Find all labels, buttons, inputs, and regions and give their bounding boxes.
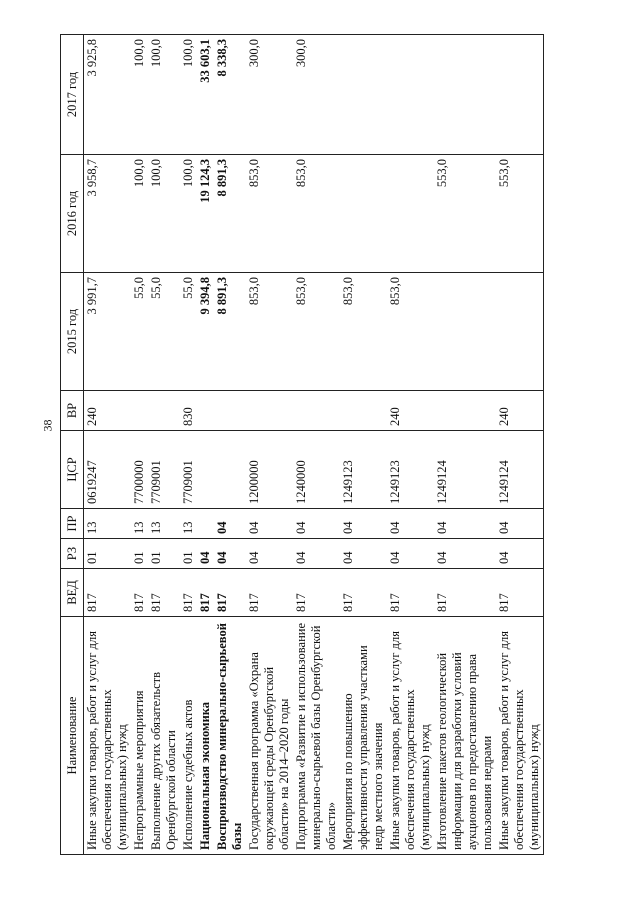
- cell-2015: [496, 273, 544, 391]
- cell-csr: 1249124: [496, 431, 544, 509]
- table-row: [214, 35, 246, 855]
- cell-2015: 8 891,3: [214, 273, 246, 391]
- cell-rz: 01: [180, 539, 197, 569]
- table-row: [197, 35, 214, 855]
- cell-name: Выполнение других обязательств Оренбургской области: [148, 617, 180, 855]
- cell-rz: 04: [246, 539, 293, 569]
- cell-pr: 13: [131, 509, 148, 539]
- header-csr: ЦСР: [61, 431, 84, 509]
- cell-name: Национальная экономика: [197, 617, 214, 855]
- cell-vr: [197, 391, 214, 431]
- cell-ved: 817: [496, 569, 544, 617]
- cell-2016: 553,0: [496, 155, 544, 273]
- cell-rz: 04: [496, 539, 544, 569]
- cell-ved: 817: [148, 569, 180, 617]
- cell-ved: 817: [131, 569, 148, 617]
- header-2016: 2016 год: [61, 155, 84, 273]
- cell-pr: 13: [148, 509, 180, 539]
- table-row: [340, 35, 387, 855]
- cell-ved: 817: [246, 569, 293, 617]
- table-row: [84, 35, 132, 855]
- cell-2016: [340, 155, 387, 273]
- cell-rz: 01: [84, 539, 132, 569]
- budget-table: [60, 34, 544, 855]
- cell-2016: 553,0: [434, 155, 496, 273]
- cell-name: Государственная программа «Охрана окружающей среды Оренбургской области» на 2014–2020 годы: [246, 617, 293, 855]
- cell-pr: 13: [180, 509, 197, 539]
- cell-csr: 0619247: [84, 431, 132, 509]
- header-2015: 2015 год: [61, 273, 84, 391]
- cell-vr: [340, 391, 387, 431]
- table-row: [496, 35, 544, 855]
- cell-rz: 01: [148, 539, 180, 569]
- cell-2017: 8 338,3: [214, 35, 246, 155]
- cell-pr: 04: [434, 509, 496, 539]
- cell-2015: 55,0: [131, 273, 148, 391]
- cell-name: Иные закупки товаров, работ и услуг для обеспечения государственных (муниципальных) нужд: [387, 617, 434, 855]
- cell-2016: [387, 155, 434, 273]
- cell-2015: 853,0: [246, 273, 293, 391]
- table-row: [293, 35, 340, 855]
- cell-2016: 8 891,3: [214, 155, 246, 273]
- cell-vr: [246, 391, 293, 431]
- cell-2017: [387, 35, 434, 155]
- header-ved: ВЕД: [61, 569, 84, 617]
- cell-2015: 853,0: [387, 273, 434, 391]
- cell-ved: 817: [197, 569, 214, 617]
- cell-2016: 100,0: [180, 155, 197, 273]
- cell-vr: [148, 391, 180, 431]
- cell-pr: 13: [84, 509, 132, 539]
- table-row: [131, 35, 148, 855]
- table-header-row: [61, 35, 84, 855]
- page-number: 38: [40, 419, 55, 432]
- cell-vr: [131, 391, 148, 431]
- cell-rz: 04: [293, 539, 340, 569]
- cell-csr: 1249124: [434, 431, 496, 509]
- cell-ved: 817: [293, 569, 340, 617]
- cell-2015: 55,0: [148, 273, 180, 391]
- cell-2017: 300,0: [293, 35, 340, 155]
- cell-csr: 1249123: [340, 431, 387, 509]
- header-2017: 2017 год: [61, 35, 84, 155]
- cell-csr: 7709001: [148, 431, 180, 509]
- cell-name: Исполнение судебных актов: [180, 617, 197, 855]
- cell-vr: 240: [496, 391, 544, 431]
- cell-2017: 100,0: [148, 35, 180, 155]
- cell-pr: 04: [214, 509, 246, 539]
- cell-csr: [197, 431, 214, 509]
- cell-ved: 817: [214, 569, 246, 617]
- cell-pr: 04: [246, 509, 293, 539]
- cell-2015: 853,0: [340, 273, 387, 391]
- cell-name: Иные закупки товаров, работ и услуг для обеспечения государственных (муниципальных) нужд: [496, 617, 544, 855]
- table-row: [180, 35, 197, 855]
- cell-2015: 55,0: [180, 273, 197, 391]
- cell-rz: 04: [340, 539, 387, 569]
- cell-rz: 04: [434, 539, 496, 569]
- table-row: [387, 35, 434, 855]
- cell-rz: 04: [197, 539, 214, 569]
- cell-pr: 04: [340, 509, 387, 539]
- cell-2016: 853,0: [293, 155, 340, 273]
- cell-pr: [197, 509, 214, 539]
- cell-2015: 9 394,8: [197, 273, 214, 391]
- cell-2015: 853,0: [293, 273, 340, 391]
- cell-rz: 01: [131, 539, 148, 569]
- cell-vr: [434, 391, 496, 431]
- cell-pr: 04: [293, 509, 340, 539]
- cell-ved: 817: [387, 569, 434, 617]
- cell-vr: 240: [387, 391, 434, 431]
- cell-2015: [434, 273, 496, 391]
- cell-name: Мероприятия по повышению эффективности управления участками недр местного значения: [340, 617, 387, 855]
- cell-2017: [340, 35, 387, 155]
- cell-name: Непрограммные мероприятия: [131, 617, 148, 855]
- cell-2017: 33 603,1: [197, 35, 214, 155]
- cell-ved: 817: [340, 569, 387, 617]
- cell-2016: 3 958,7: [84, 155, 132, 273]
- cell-2017: 300,0: [246, 35, 293, 155]
- cell-csr: 7700000: [131, 431, 148, 509]
- header-rz: РЗ: [61, 539, 84, 569]
- cell-pr: 04: [496, 509, 544, 539]
- cell-ved: 817: [180, 569, 197, 617]
- cell-rz: 04: [387, 539, 434, 569]
- cell-2017: 100,0: [180, 35, 197, 155]
- table-row: [148, 35, 180, 855]
- cell-2016: 100,0: [148, 155, 180, 273]
- table-row: [434, 35, 496, 855]
- header-vr: ВР: [61, 391, 84, 431]
- cell-2016: 19 124,3: [197, 155, 214, 273]
- cell-ved: 817: [434, 569, 496, 617]
- cell-csr: [214, 431, 246, 509]
- cell-2016: 100,0: [131, 155, 148, 273]
- cell-csr: 1200000: [246, 431, 293, 509]
- cell-csr: 1249123: [387, 431, 434, 509]
- header-pr: ПР: [61, 509, 84, 539]
- cell-vr: [293, 391, 340, 431]
- cell-name: Иные закупки товаров, работ и услуг для обеспечения государственных (муниципальных) нужд: [84, 617, 132, 855]
- rotated-table-wrapper: [60, 35, 630, 855]
- table-row: [246, 35, 293, 855]
- cell-2017: 100,0: [131, 35, 148, 155]
- cell-rz: 04: [214, 539, 246, 569]
- cell-2017: 3 925,8: [84, 35, 132, 155]
- cell-ved: 817: [84, 569, 132, 617]
- cell-csr: 7709001: [180, 431, 197, 509]
- cell-2016: 853,0: [246, 155, 293, 273]
- cell-vr: 830: [180, 391, 197, 431]
- cell-csr: 1240000: [293, 431, 340, 509]
- cell-2015: 3 991,7: [84, 273, 132, 391]
- cell-2017: [434, 35, 496, 155]
- cell-name: Подпрограмма «Развитие и использование минерально-сырьевой базы Оренбургской области»: [293, 617, 340, 855]
- cell-vr: [214, 391, 246, 431]
- cell-name: Изготовление пакетов геологической информации для разработки условий аукционов по предоставлению права пользования недрами: [434, 617, 496, 855]
- cell-name: Воспроизводство минерально-сырьевой базы: [214, 617, 246, 855]
- header-name: Наименование: [61, 617, 84, 855]
- cell-vr: 240: [84, 391, 132, 431]
- cell-pr: 04: [387, 509, 434, 539]
- cell-2017: [496, 35, 544, 155]
